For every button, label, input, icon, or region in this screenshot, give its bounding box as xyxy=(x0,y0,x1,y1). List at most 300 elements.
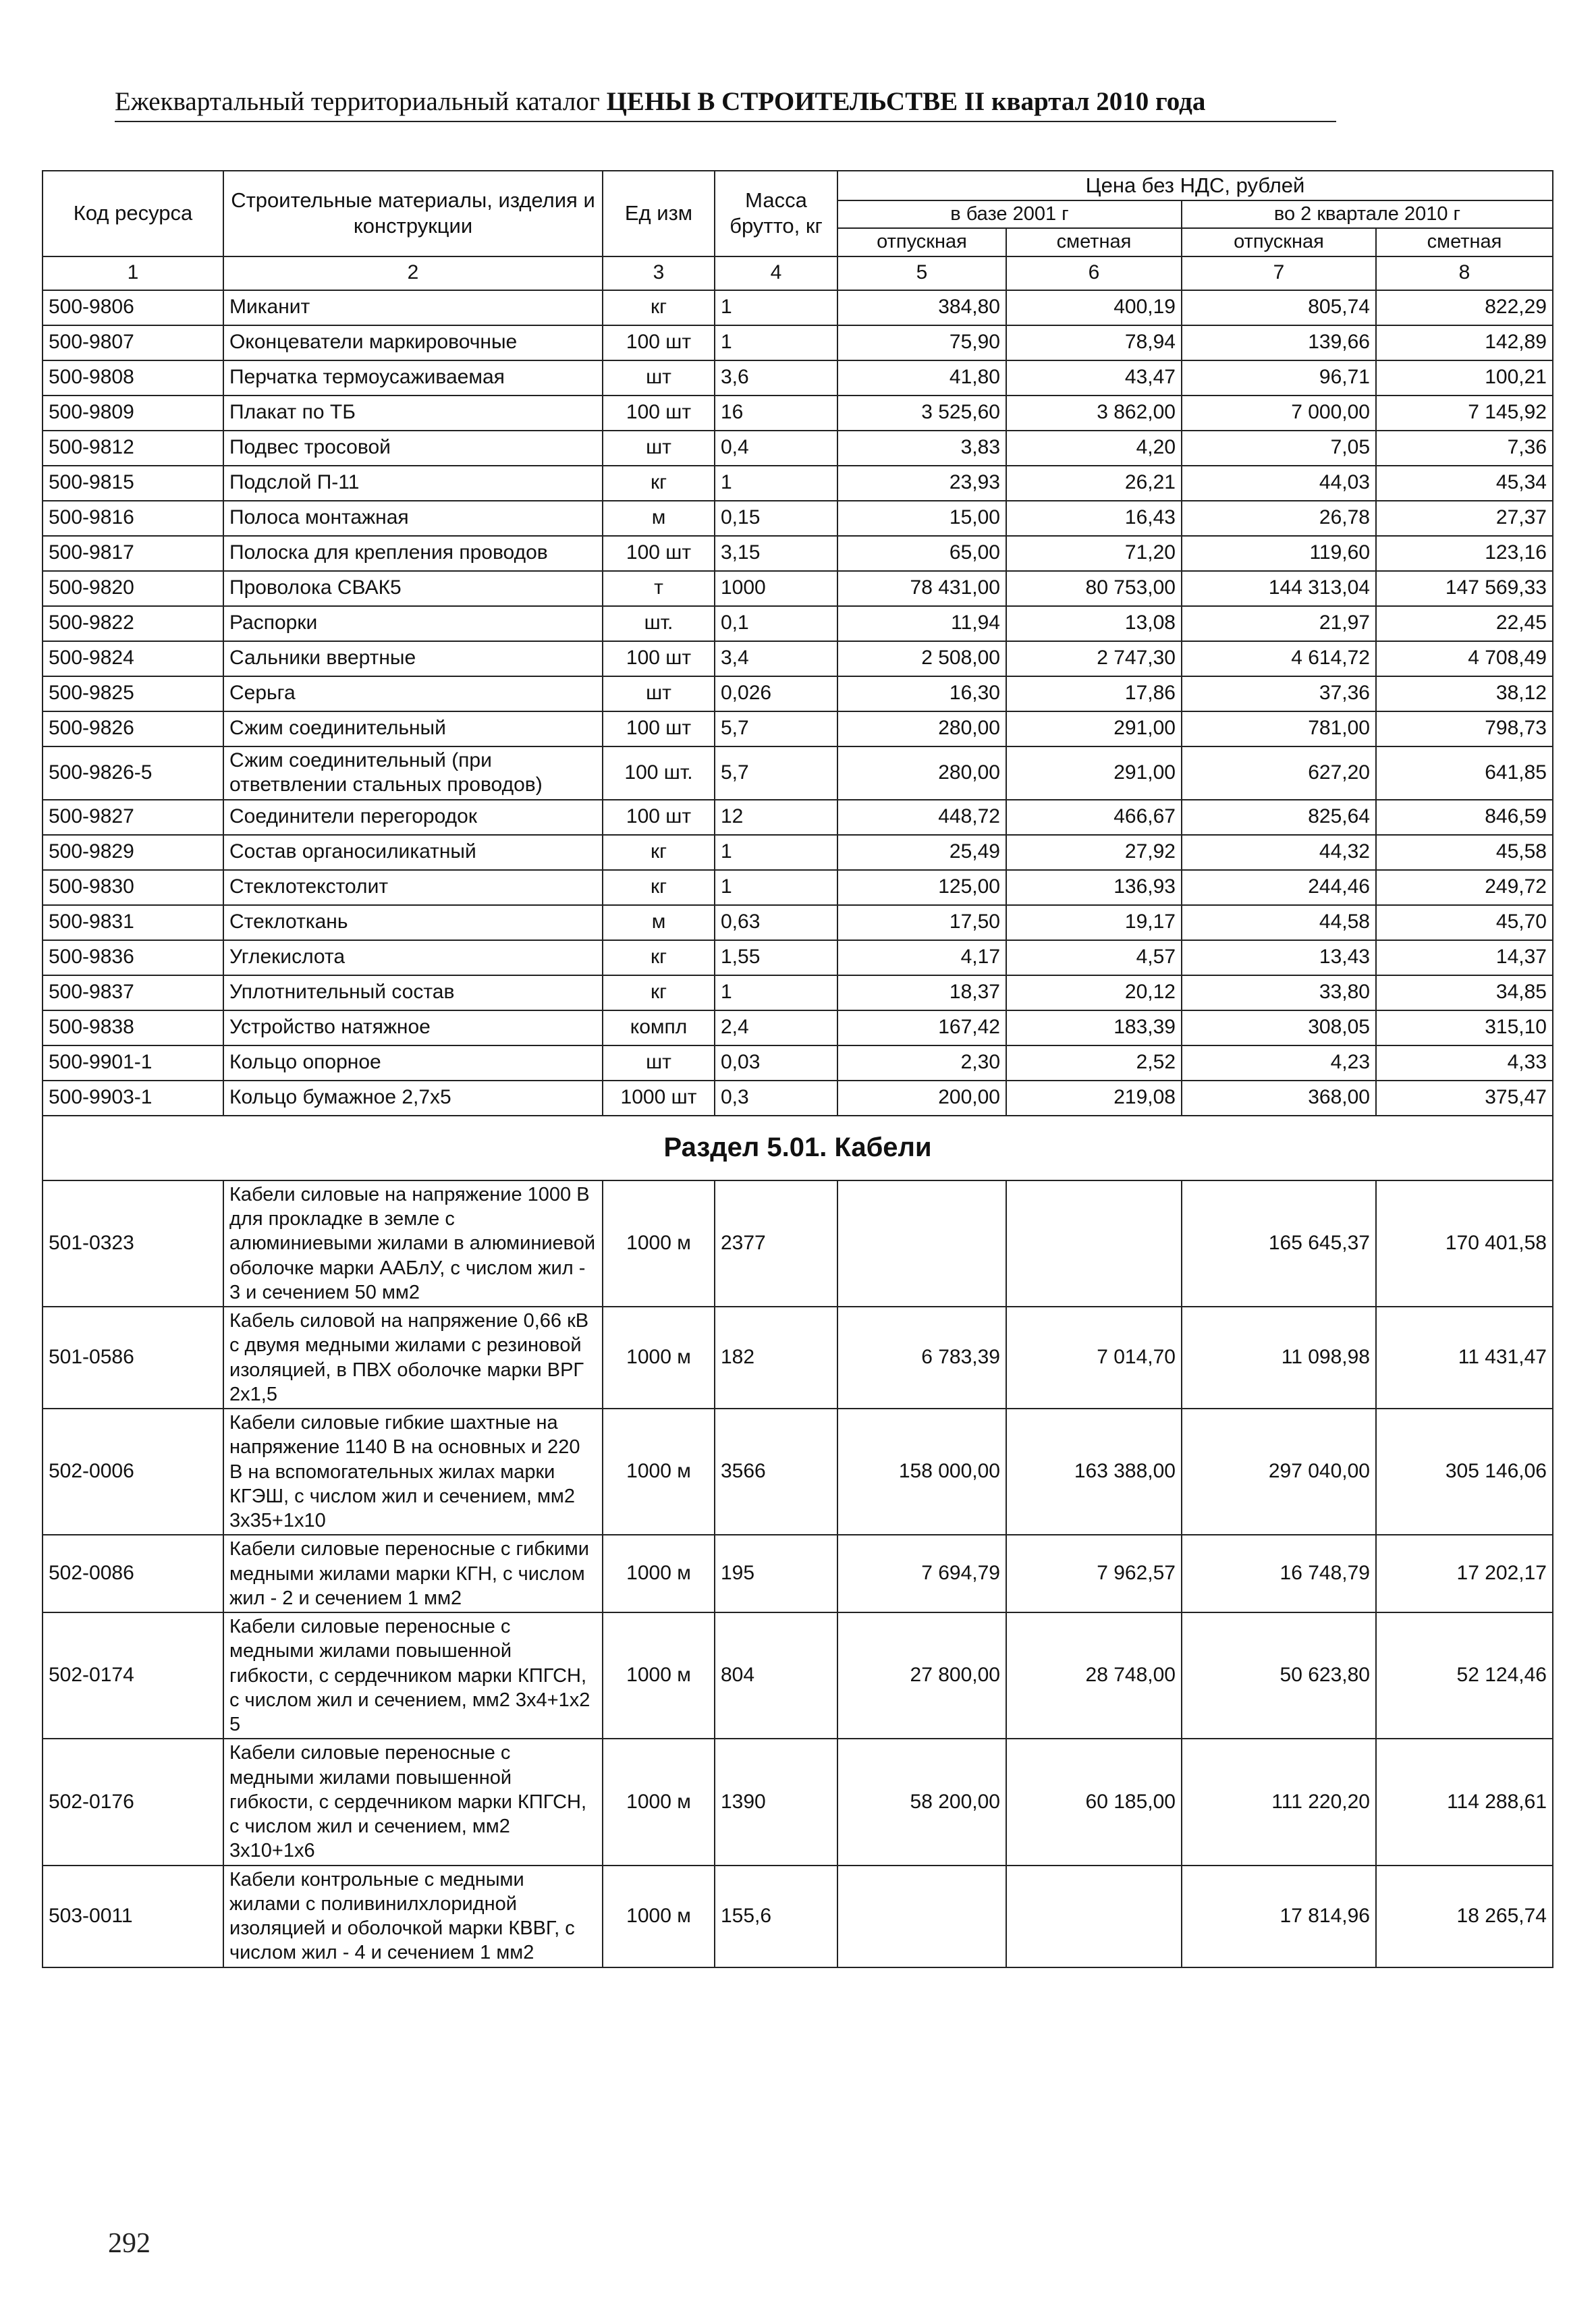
sale-price-base-cell: 7 694,79 xyxy=(837,1535,1006,1612)
resource-code-cell: 500-9806 xyxy=(43,290,223,325)
sale-price-base-cell: 75,90 xyxy=(837,325,1006,360)
resource-code-cell: 500-9837 xyxy=(43,975,223,1010)
estimate-price-base-cell: 27,92 xyxy=(1006,835,1182,870)
resource-code-cell: 500-9808 xyxy=(43,360,223,396)
resource-code-cell: 500-9825 xyxy=(43,676,223,711)
unit-cell: кг xyxy=(603,466,715,501)
sale-price-q2-cell: 44,03 xyxy=(1182,466,1376,501)
estimate-price-q2-cell: 17 202,17 xyxy=(1376,1535,1553,1612)
unit-cell: м xyxy=(603,501,715,536)
unit-cell: шт xyxy=(603,676,715,711)
column-number-row xyxy=(43,256,1553,290)
estimate-price-q2-cell: 14,37 xyxy=(1376,940,1553,975)
estimate-price-base-cell: 4,20 xyxy=(1006,431,1182,466)
estimate-price-base-cell: 71,20 xyxy=(1006,536,1182,571)
mass-cell: 0,3 xyxy=(715,1081,837,1116)
material-name-cell: Кольцо опорное xyxy=(223,1045,603,1081)
column-number: 6 xyxy=(1006,256,1182,290)
material-name-cell: Устройство натяжное xyxy=(223,1010,603,1045)
sale-price-q2-cell: 368,00 xyxy=(1182,1081,1376,1116)
sale-price-base-cell: 15,00 xyxy=(837,501,1006,536)
mass-cell: 0,1 xyxy=(715,606,837,641)
mass-cell: 3,6 xyxy=(715,360,837,396)
mass-cell: 0,15 xyxy=(715,501,837,536)
estimate-price-q2-cell: 38,12 xyxy=(1376,676,1553,711)
sale-price-base-cell: 280,00 xyxy=(837,746,1006,800)
table-row xyxy=(43,1180,1553,1307)
sale-price-base-cell: 17,50 xyxy=(837,905,1006,940)
materials-body xyxy=(43,290,1553,1116)
table-row xyxy=(43,536,1553,571)
sale-price-q2-cell: 50 623,80 xyxy=(1182,1612,1376,1739)
estimate-price-q2-cell: 375,47 xyxy=(1376,1081,1553,1116)
material-name-cell: Кабель силовой на напряжение 0,66 кВ с двумя медными жилами с резиновой изоляцией, в ПВХ оболочке марки ВРГ 2x1,5 xyxy=(223,1307,603,1409)
estimate-price-base-cell: 291,00 xyxy=(1006,711,1182,746)
estimate-price-base-cell: 136,93 xyxy=(1006,870,1182,905)
sale-price-q2-cell: 825,64 xyxy=(1182,800,1376,835)
mass-cell: 0,63 xyxy=(715,905,837,940)
column-number: 2 xyxy=(223,256,603,290)
unit-cell: 100 шт xyxy=(603,396,715,431)
sale-price-base-cell: 4,17 xyxy=(837,940,1006,975)
estimate-price-base-cell: 80 753,00 xyxy=(1006,571,1182,606)
table-row xyxy=(43,1866,1553,1967)
table-row xyxy=(43,396,1553,431)
unit-cell: кг xyxy=(603,835,715,870)
estimate-price-q2-cell: 22,45 xyxy=(1376,606,1553,641)
estimate-price-base-cell: 291,00 xyxy=(1006,746,1182,800)
material-name-cell: Кабели силовые гибкие шахтные на напряжение 1140 В на основных и 220 В на вспомогательных жилах марки КГЭШ, с числом жил и сечением, мм2 3x35+1x10 xyxy=(223,1409,603,1535)
sale-price-q2-cell: 805,74 xyxy=(1182,290,1376,325)
mass-cell: 1 xyxy=(715,835,837,870)
estimate-price-base-cell: 19,17 xyxy=(1006,905,1182,940)
estimate-price-q2-cell: 27,37 xyxy=(1376,501,1553,536)
column-number: 1 xyxy=(43,256,223,290)
material-name-cell: Подвес тросовой xyxy=(223,431,603,466)
sale-price-q2-cell: 119,60 xyxy=(1182,536,1376,571)
col-header-sale-base: отпускная xyxy=(837,228,1006,256)
resource-code-cell: 501-0323 xyxy=(43,1180,223,1307)
resource-code-cell: 500-9903-1 xyxy=(43,1081,223,1116)
sale-price-base-cell xyxy=(837,1866,1006,1967)
resource-code-cell: 503-0011 xyxy=(43,1866,223,1967)
resource-code-cell: 500-9829 xyxy=(43,835,223,870)
resource-code-cell: 502-0176 xyxy=(43,1739,223,1865)
sale-price-q2-cell: 111 220,20 xyxy=(1182,1739,1376,1865)
col-header-q2-2010: во 2 квартале 2010 г xyxy=(1182,200,1553,228)
table-row xyxy=(43,466,1553,501)
column-number: 3 xyxy=(603,256,715,290)
mass-cell: 5,7 xyxy=(715,746,837,800)
table-row xyxy=(43,676,1553,711)
material-name-cell: Уплотнительный состав xyxy=(223,975,603,1010)
sale-price-base-cell: 18,37 xyxy=(837,975,1006,1010)
resource-code-cell: 500-9836 xyxy=(43,940,223,975)
estimate-price-base-cell: 163 388,00 xyxy=(1006,1409,1182,1535)
resource-code-cell: 501-0586 xyxy=(43,1307,223,1409)
estimate-price-q2-cell: 4,33 xyxy=(1376,1045,1553,1081)
estimate-price-q2-cell: 45,58 xyxy=(1376,835,1553,870)
sale-price-base-cell: 2,30 xyxy=(837,1045,1006,1081)
sale-price-base-cell: 125,00 xyxy=(837,870,1006,905)
unit-cell: 100 шт. xyxy=(603,746,715,800)
material-name-cell: Подслой П-11 xyxy=(223,466,603,501)
mass-cell: 1 xyxy=(715,325,837,360)
material-name-cell: Плакат по ТБ xyxy=(223,396,603,431)
material-name-cell: Сальники ввертные xyxy=(223,641,603,676)
estimate-price-q2-cell: 11 431,47 xyxy=(1376,1307,1553,1409)
mass-cell: 195 xyxy=(715,1535,837,1612)
mass-cell: 1 xyxy=(715,290,837,325)
col-header-price-group: Цена без НДС, рублей xyxy=(837,171,1553,200)
table-row xyxy=(43,870,1553,905)
table-row xyxy=(43,905,1553,940)
table-row xyxy=(43,325,1553,360)
sale-price-q2-cell: 781,00 xyxy=(1182,711,1376,746)
estimate-price-base-cell: 7 962,57 xyxy=(1006,1535,1182,1612)
resource-code-cell: 500-9820 xyxy=(43,571,223,606)
col-header-base-2001: в базе 2001 г xyxy=(837,200,1182,228)
estimate-price-base-cell: 13,08 xyxy=(1006,606,1182,641)
table-row xyxy=(43,641,1553,676)
estimate-price-base-cell xyxy=(1006,1180,1182,1307)
sale-price-q2-cell: 165 645,37 xyxy=(1182,1180,1376,1307)
resource-code-cell: 500-9807 xyxy=(43,325,223,360)
sale-price-base-cell: 200,00 xyxy=(837,1081,1006,1116)
estimate-price-q2-cell: 305 146,06 xyxy=(1376,1409,1553,1535)
price-table xyxy=(42,170,1553,1968)
mass-cell: 5,7 xyxy=(715,711,837,746)
sale-price-q2-cell: 4 614,72 xyxy=(1182,641,1376,676)
table-row xyxy=(43,1081,1553,1116)
material-name-cell: Распорки xyxy=(223,606,603,641)
section-body xyxy=(43,1116,1553,1180)
sale-price-q2-cell: 4,23 xyxy=(1182,1045,1376,1081)
estimate-price-base-cell: 466,67 xyxy=(1006,800,1182,835)
material-name-cell: Оконцеватели маркировочные xyxy=(223,325,603,360)
material-name-cell: Полоска для крепления проводов xyxy=(223,536,603,571)
material-name-cell: Кабели силовые на напряжение 1000 В для прокладке в земле с алюминиевыми жилами в алюминиевой оболочке марки ААБлУ, с числом жил - 3 и сечением 50 мм2 xyxy=(223,1180,603,1307)
column-number: 8 xyxy=(1376,256,1553,290)
material-name-cell: Стеклоткань xyxy=(223,905,603,940)
estimate-price-q2-cell: 315,10 xyxy=(1376,1010,1553,1045)
material-name-cell: Соединители перегородок xyxy=(223,800,603,835)
estimate-price-base-cell: 60 185,00 xyxy=(1006,1739,1182,1865)
sale-price-q2-cell: 144 313,04 xyxy=(1182,571,1376,606)
sale-price-q2-cell: 17 814,96 xyxy=(1182,1866,1376,1967)
resource-code-cell: 500-9838 xyxy=(43,1010,223,1045)
sale-price-base-cell: 2 508,00 xyxy=(837,641,1006,676)
material-name-cell: Серьга xyxy=(223,676,603,711)
sale-price-base-cell: 3,83 xyxy=(837,431,1006,466)
sale-price-base-cell: 23,93 xyxy=(837,466,1006,501)
sale-price-q2-cell: 627,20 xyxy=(1182,746,1376,800)
resource-code-cell: 500-9826 xyxy=(43,711,223,746)
estimate-price-base-cell: 17,86 xyxy=(1006,676,1182,711)
material-name-cell: Кольцо бумажное 2,7x5 xyxy=(223,1081,603,1116)
mass-cell: 2377 xyxy=(715,1180,837,1307)
unit-cell: шт xyxy=(603,1045,715,1081)
material-name-cell: Миканит xyxy=(223,290,603,325)
mass-cell: 2,4 xyxy=(715,1010,837,1045)
header-period: II квартал 2010 года xyxy=(958,87,1206,116)
section-row xyxy=(43,1116,1553,1180)
estimate-price-base-cell: 2,52 xyxy=(1006,1045,1182,1081)
table-row xyxy=(43,1307,1553,1409)
resource-code-cell: 500-9827 xyxy=(43,800,223,835)
table-row xyxy=(43,1612,1553,1739)
column-number: 4 xyxy=(715,256,837,290)
unit-cell: 1000 м xyxy=(603,1739,715,1865)
unit-cell: шт. xyxy=(603,606,715,641)
mass-cell: 804 xyxy=(715,1612,837,1739)
table-row xyxy=(43,835,1553,870)
table-row xyxy=(43,1010,1553,1045)
table-row xyxy=(43,431,1553,466)
table-row xyxy=(43,1045,1553,1081)
sale-price-q2-cell: 26,78 xyxy=(1182,501,1376,536)
sale-price-base-cell: 65,00 xyxy=(837,536,1006,571)
sale-price-base-cell: 384,80 xyxy=(837,290,1006,325)
unit-cell: кг xyxy=(603,975,715,1010)
sale-price-q2-cell: 44,58 xyxy=(1182,905,1376,940)
sale-price-q2-cell: 44,32 xyxy=(1182,835,1376,870)
mass-cell: 155,6 xyxy=(715,1866,837,1967)
unit-cell: 100 шт xyxy=(603,800,715,835)
estimate-price-base-cell xyxy=(1006,1866,1182,1967)
estimate-price-q2-cell: 249,72 xyxy=(1376,870,1553,905)
estimate-price-q2-cell: 7,36 xyxy=(1376,431,1553,466)
estimate-price-q2-cell: 52 124,46 xyxy=(1376,1612,1553,1739)
column-number: 5 xyxy=(837,256,1006,290)
resource-code-cell: 500-9826-5 xyxy=(43,746,223,800)
resource-code-cell: 500-9815 xyxy=(43,466,223,501)
table-row xyxy=(43,711,1553,746)
unit-cell: 100 шт xyxy=(603,711,715,746)
sale-price-base-cell: 280,00 xyxy=(837,711,1006,746)
sale-price-base-cell: 78 431,00 xyxy=(837,571,1006,606)
mass-cell: 3,4 xyxy=(715,641,837,676)
unit-cell: 100 шт xyxy=(603,641,715,676)
unit-cell: т xyxy=(603,571,715,606)
cables-body xyxy=(43,1180,1553,1967)
table-header xyxy=(43,171,1553,290)
estimate-price-q2-cell: 123,16 xyxy=(1376,536,1553,571)
material-name-cell: Перчатка термоусаживаемая xyxy=(223,360,603,396)
mass-cell: 1 xyxy=(715,975,837,1010)
sale-price-base-cell: 158 000,00 xyxy=(837,1409,1006,1535)
col-header-code: Код ресурса xyxy=(43,171,223,256)
sale-price-q2-cell: 244,46 xyxy=(1182,870,1376,905)
material-name-cell: Полоса монтажная xyxy=(223,501,603,536)
unit-cell: компл xyxy=(603,1010,715,1045)
unit-cell: м xyxy=(603,905,715,940)
estimate-price-base-cell: 26,21 xyxy=(1006,466,1182,501)
table-row xyxy=(43,1409,1553,1535)
mass-cell: 0,026 xyxy=(715,676,837,711)
unit-cell: 1000 м xyxy=(603,1866,715,1967)
resource-code-cell: 500-9830 xyxy=(43,870,223,905)
resource-code-cell: 500-9824 xyxy=(43,641,223,676)
mass-cell: 0,03 xyxy=(715,1045,837,1081)
section-title: Раздел 5.01. Кабели xyxy=(43,1116,1553,1180)
sale-price-base-cell: 16,30 xyxy=(837,676,1006,711)
estimate-price-base-cell: 7 014,70 xyxy=(1006,1307,1182,1409)
estimate-price-base-cell: 183,39 xyxy=(1006,1010,1182,1045)
table-row xyxy=(43,940,1553,975)
sale-price-q2-cell: 308,05 xyxy=(1182,1010,1376,1045)
sale-price-base-cell: 167,42 xyxy=(837,1010,1006,1045)
estimate-price-q2-cell: 641,85 xyxy=(1376,746,1553,800)
sale-price-q2-cell: 33,80 xyxy=(1182,975,1376,1010)
unit-cell: кг xyxy=(603,290,715,325)
resource-code-cell: 500-9812 xyxy=(43,431,223,466)
unit-cell: кг xyxy=(603,870,715,905)
unit-cell: кг xyxy=(603,940,715,975)
table-row xyxy=(43,606,1553,641)
col-header-estimate-base: сметная xyxy=(1006,228,1182,256)
estimate-price-q2-cell: 100,21 xyxy=(1376,360,1553,396)
estimate-price-base-cell: 219,08 xyxy=(1006,1081,1182,1116)
unit-cell: шт xyxy=(603,360,715,396)
estimate-price-base-cell: 2 747,30 xyxy=(1006,641,1182,676)
unit-cell: 1000 м xyxy=(603,1409,715,1535)
unit-cell: 100 шт xyxy=(603,325,715,360)
estimate-price-q2-cell: 45,70 xyxy=(1376,905,1553,940)
mass-cell: 1000 xyxy=(715,571,837,606)
estimate-price-q2-cell: 34,85 xyxy=(1376,975,1553,1010)
table-row xyxy=(43,746,1553,800)
mass-cell: 0,4 xyxy=(715,431,837,466)
sale-price-q2-cell: 7,05 xyxy=(1182,431,1376,466)
estimate-price-q2-cell: 45,34 xyxy=(1376,466,1553,501)
estimate-price-base-cell: 16,43 xyxy=(1006,501,1182,536)
sale-price-base-cell: 6 783,39 xyxy=(837,1307,1006,1409)
estimate-price-q2-cell: 4 708,49 xyxy=(1376,641,1553,676)
material-name-cell: Кабели силовые переносные с медными жилами повышенной гибкости, с сердечником марки КПГСН, с числом жил и сечением, мм2 3x10+1x6 xyxy=(223,1739,603,1865)
resource-code-cell: 500-9831 xyxy=(43,905,223,940)
mass-cell: 16 xyxy=(715,396,837,431)
col-header-name: Строительные материалы, изделия и конструкции xyxy=(223,171,603,256)
estimate-price-q2-cell: 7 145,92 xyxy=(1376,396,1553,431)
table-row xyxy=(43,571,1553,606)
page-header xyxy=(115,86,1336,122)
estimate-price-base-cell: 400,19 xyxy=(1006,290,1182,325)
material-name-cell: Стеклотекстолит xyxy=(223,870,603,905)
sale-price-base-cell: 25,49 xyxy=(837,835,1006,870)
mass-cell: 1 xyxy=(715,466,837,501)
mass-cell: 3566 xyxy=(715,1409,837,1535)
mass-cell: 12 xyxy=(715,800,837,835)
resource-code-cell: 500-9822 xyxy=(43,606,223,641)
sale-price-base-cell: 27 800,00 xyxy=(837,1612,1006,1739)
estimate-price-q2-cell: 147 569,33 xyxy=(1376,571,1553,606)
material-name-cell: Проволока СВАК5 xyxy=(223,571,603,606)
table-row xyxy=(43,975,1553,1010)
material-name-cell: Кабели контрольные с медными жилами с поливинилхлоридной изоляцией и оболочкой марки КВВГ, с числом жил - 4 и сечением 1 мм2 xyxy=(223,1866,603,1967)
estimate-price-q2-cell: 142,89 xyxy=(1376,325,1553,360)
sale-price-q2-cell: 297 040,00 xyxy=(1182,1409,1376,1535)
estimate-price-q2-cell: 18 265,74 xyxy=(1376,1866,1553,1967)
table-row xyxy=(43,360,1553,396)
table-row xyxy=(43,1535,1553,1612)
col-header-unit: Ед изм xyxy=(603,171,715,256)
table-row xyxy=(43,1739,1553,1865)
estimate-price-q2-cell: 822,29 xyxy=(1376,290,1553,325)
col-header-mass: Масса брутто, кг xyxy=(715,171,837,256)
resource-code-cell: 500-9817 xyxy=(43,536,223,571)
sale-price-q2-cell: 11 098,98 xyxy=(1182,1307,1376,1409)
unit-cell: 1000 м xyxy=(603,1535,715,1612)
unit-cell: шт xyxy=(603,431,715,466)
unit-cell: 1000 м xyxy=(603,1307,715,1409)
sale-price-q2-cell: 139,66 xyxy=(1182,325,1376,360)
sale-price-q2-cell: 96,71 xyxy=(1182,360,1376,396)
sale-price-q2-cell: 7 000,00 xyxy=(1182,396,1376,431)
table-row xyxy=(43,501,1553,536)
resource-code-cell: 502-0006 xyxy=(43,1409,223,1535)
material-name-cell: Сжим соединительный xyxy=(223,711,603,746)
estimate-price-base-cell: 4,57 xyxy=(1006,940,1182,975)
resource-code-cell: 500-9816 xyxy=(43,501,223,536)
page-number: 292 xyxy=(108,2228,150,2259)
estimate-price-q2-cell: 170 401,58 xyxy=(1376,1180,1553,1307)
estimate-price-base-cell: 28 748,00 xyxy=(1006,1612,1182,1739)
resource-code-cell: 502-0174 xyxy=(43,1612,223,1739)
sale-price-base-cell: 11,94 xyxy=(837,606,1006,641)
unit-cell: 1000 шт xyxy=(603,1081,715,1116)
sale-price-base-cell: 58 200,00 xyxy=(837,1739,1006,1865)
unit-cell: 1000 м xyxy=(603,1612,715,1739)
resource-code-cell: 500-9809 xyxy=(43,396,223,431)
estimate-price-base-cell: 43,47 xyxy=(1006,360,1182,396)
unit-cell: 100 шт xyxy=(603,536,715,571)
material-name-cell: Состав органосиликатный xyxy=(223,835,603,870)
estimate-price-q2-cell: 114 288,61 xyxy=(1376,1739,1553,1865)
header-title: ЦЕНЫ В СТРОИТЕЛЬСТВЕ xyxy=(606,87,958,116)
sale-price-base-cell: 41,80 xyxy=(837,360,1006,396)
sale-price-q2-cell: 37,36 xyxy=(1182,676,1376,711)
resource-code-cell: 500-9901-1 xyxy=(43,1045,223,1081)
sale-price-base-cell: 448,72 xyxy=(837,800,1006,835)
sale-price-q2-cell: 13,43 xyxy=(1182,940,1376,975)
column-number: 7 xyxy=(1182,256,1376,290)
mass-cell: 1,55 xyxy=(715,940,837,975)
mass-cell: 182 xyxy=(715,1307,837,1409)
material-name-cell: Кабели силовые переносные с гибкими медными жилами марки КГН, с числом жил - 2 и сечением 1 мм2 xyxy=(223,1535,603,1612)
sale-price-base-cell: 3 525,60 xyxy=(837,396,1006,431)
mass-cell: 3,15 xyxy=(715,536,837,571)
col-header-sale-q2: отпускная xyxy=(1182,228,1376,256)
sale-price-q2-cell: 21,97 xyxy=(1182,606,1376,641)
material-name-cell: Углекислота xyxy=(223,940,603,975)
header-prefix: Ежеквартальный территориальный каталог xyxy=(115,87,607,116)
material-name-cell: Кабели силовые переносные с медными жилами повышенной гибкости, с сердечником марки КПГСН, с числом жил и сечением, мм2 3x4+1x2 5 xyxy=(223,1612,603,1739)
estimate-price-base-cell: 78,94 xyxy=(1006,325,1182,360)
estimate-price-base-cell: 3 862,00 xyxy=(1006,396,1182,431)
mass-cell: 1390 xyxy=(715,1739,837,1865)
sale-price-q2-cell: 16 748,79 xyxy=(1182,1535,1376,1612)
table-row xyxy=(43,290,1553,325)
mass-cell: 1 xyxy=(715,870,837,905)
sale-price-base-cell xyxy=(837,1180,1006,1307)
estimate-price-base-cell: 20,12 xyxy=(1006,975,1182,1010)
table-row xyxy=(43,800,1553,835)
material-name-cell: Сжим соединительный (при ответвлении стальных проводов) xyxy=(223,746,603,800)
col-header-estimate-q2: сметная xyxy=(1376,228,1553,256)
resource-code-cell: 502-0086 xyxy=(43,1535,223,1612)
estimate-price-q2-cell: 846,59 xyxy=(1376,800,1553,835)
